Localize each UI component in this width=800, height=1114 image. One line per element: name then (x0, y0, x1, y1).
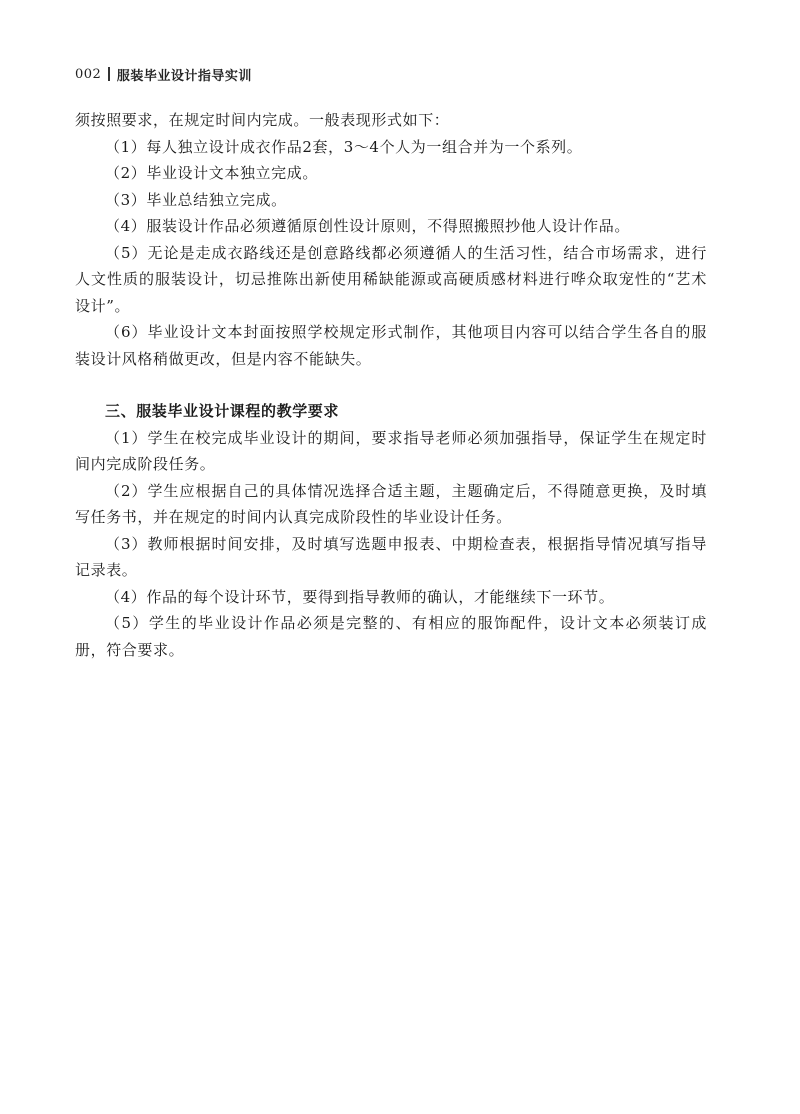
list-item: （3）毕业总结独立完成。 (105, 190, 287, 209)
list-item: （4）作品的每个设计环节，要得到指导教师的确认，才能继续下一环节。 (105, 587, 615, 606)
list-item: （1）每人独立设计成衣作品2套，3～4个人为一组合并为一个系列。 (105, 137, 583, 156)
list-item: （3）教师根据时间安排，及时填写选题申报表、中期检查表，根据指导情况填写指导记录表。 (75, 534, 707, 579)
list-item: （2）毕业设计文本独立完成。 (105, 164, 318, 182)
continuation-paragraph: 须按照要求，在规定时间内完成。一般表现形式如下： (75, 111, 450, 129)
running-header (75, 63, 252, 85)
header-divider (108, 67, 110, 81)
list-item: （5）无论是走成衣路线还是创意路线都必须遵循人的生活习性，结合市场需求，进行人文性质的服装设计，切忌推陈出新使用稀缺能源或高硬质感材料进行哗众取宠性的“艺术设计”。 (75, 243, 707, 315)
section-heading: 三、服装毕业设计课程的教学要求 (105, 402, 340, 420)
page-number: 002 (75, 66, 102, 82)
list-item: （2）学生应根据自己的具体情况选择合适主题，主题确定后，不得随意更换，及时填写任务书，并在规定的时间内认真完成阶段性的毕业设计任务。 (75, 481, 707, 526)
list-item: （4）服装设计作品必须遵循原创性设计原则，不得照搬照抄他人设计作品。 (105, 217, 630, 235)
list-item: （5）学生的毕业设计作品必须是完整的、有相应的服饰配件，设计文本必须装订成册，符合要求。 (75, 614, 707, 659)
body-text (75, 107, 707, 663)
list-item: （6）毕业设计文本封面按照学校规定形式制作，其他项目内容可以结合学生各自的服装设计风格稍做更改，但是内容不能缺失。 (75, 323, 707, 368)
list-item: （1）学生在校完成毕业设计的期间，要求指导老师必须加强指导，保证学生在规定时间内完成阶段任务。 (75, 428, 707, 473)
book-title: 服装毕业设计指导实训 (116, 68, 252, 84)
